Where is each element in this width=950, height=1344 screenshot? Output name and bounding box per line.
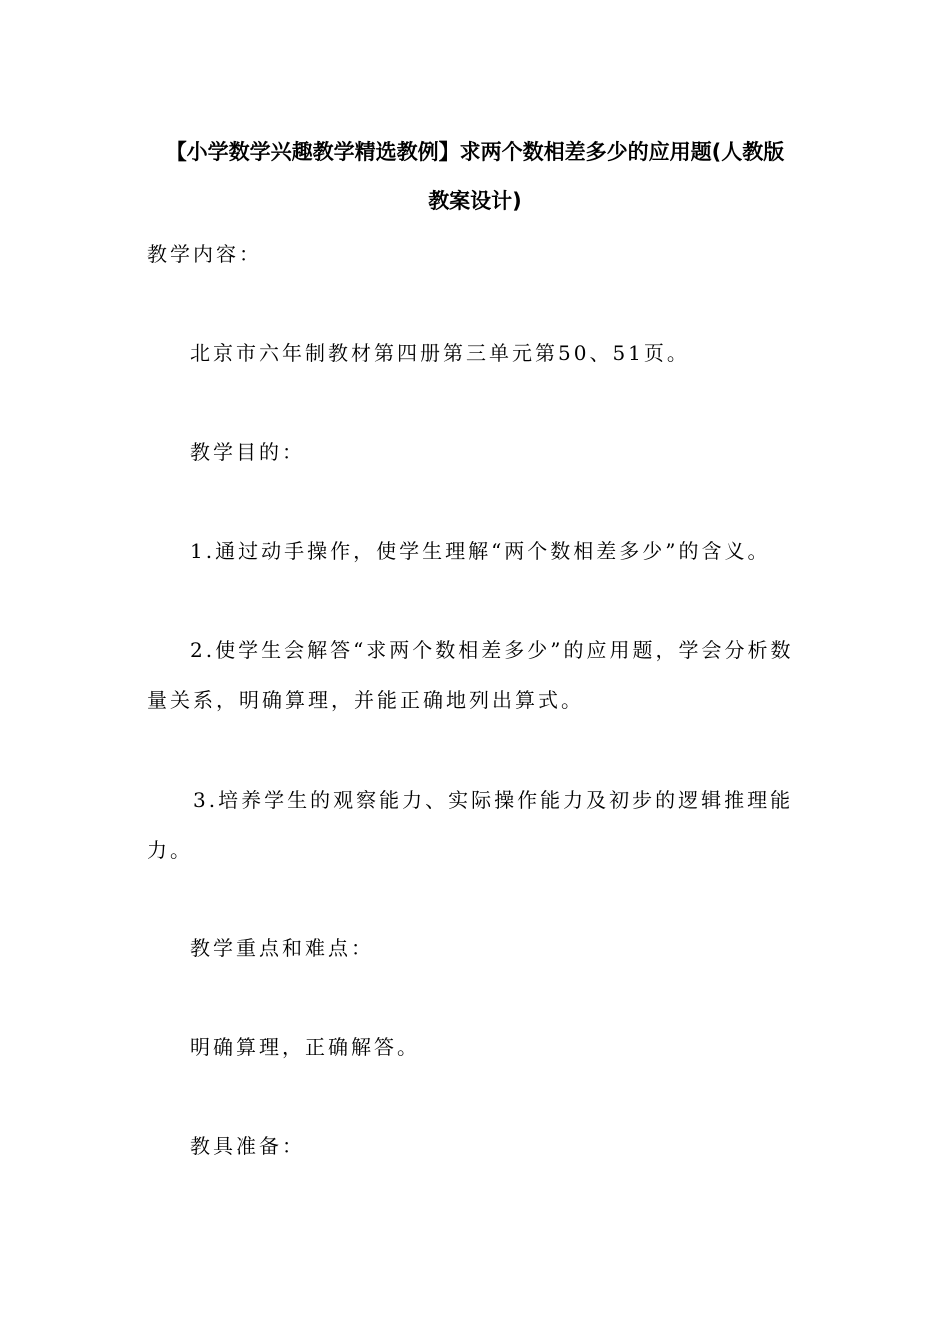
tools-label: 教具准备：: [190, 1134, 305, 1158]
teaching-content-label: 教学内容：: [147, 242, 262, 266]
goal-3-line-2: 力。: [147, 838, 193, 862]
goal-2-line-1: 2.使学生会解答“求两个数相差多少”的应用题，学会分析数: [190, 638, 794, 662]
key-points-label: 教学重点和难点：: [190, 936, 374, 960]
key-points-text: 明确算理，正确解答。: [190, 1035, 420, 1059]
goal-3-line-1: 3.培养学生的观察能力、实际操作能力及初步的逻辑推理能: [193, 788, 794, 812]
teaching-goals-label: 教学目的：: [190, 440, 305, 464]
document-title-line-2: 教案设计): [428, 189, 522, 213]
goal-2-line-2: 量关系，明确算理，并能正确地列出算式。: [147, 688, 584, 712]
teaching-content-text: 北京市六年制教材第四册第三单元第50、51页。: [190, 341, 690, 365]
document-title-line-1: 【小学数学兴趣教学精选教例】求两个数相差多少的应用题(人教版: [165, 140, 785, 164]
goal-1: 1.通过动手操作，使学生理解“两个数相差多少”的含义。: [190, 539, 771, 563]
